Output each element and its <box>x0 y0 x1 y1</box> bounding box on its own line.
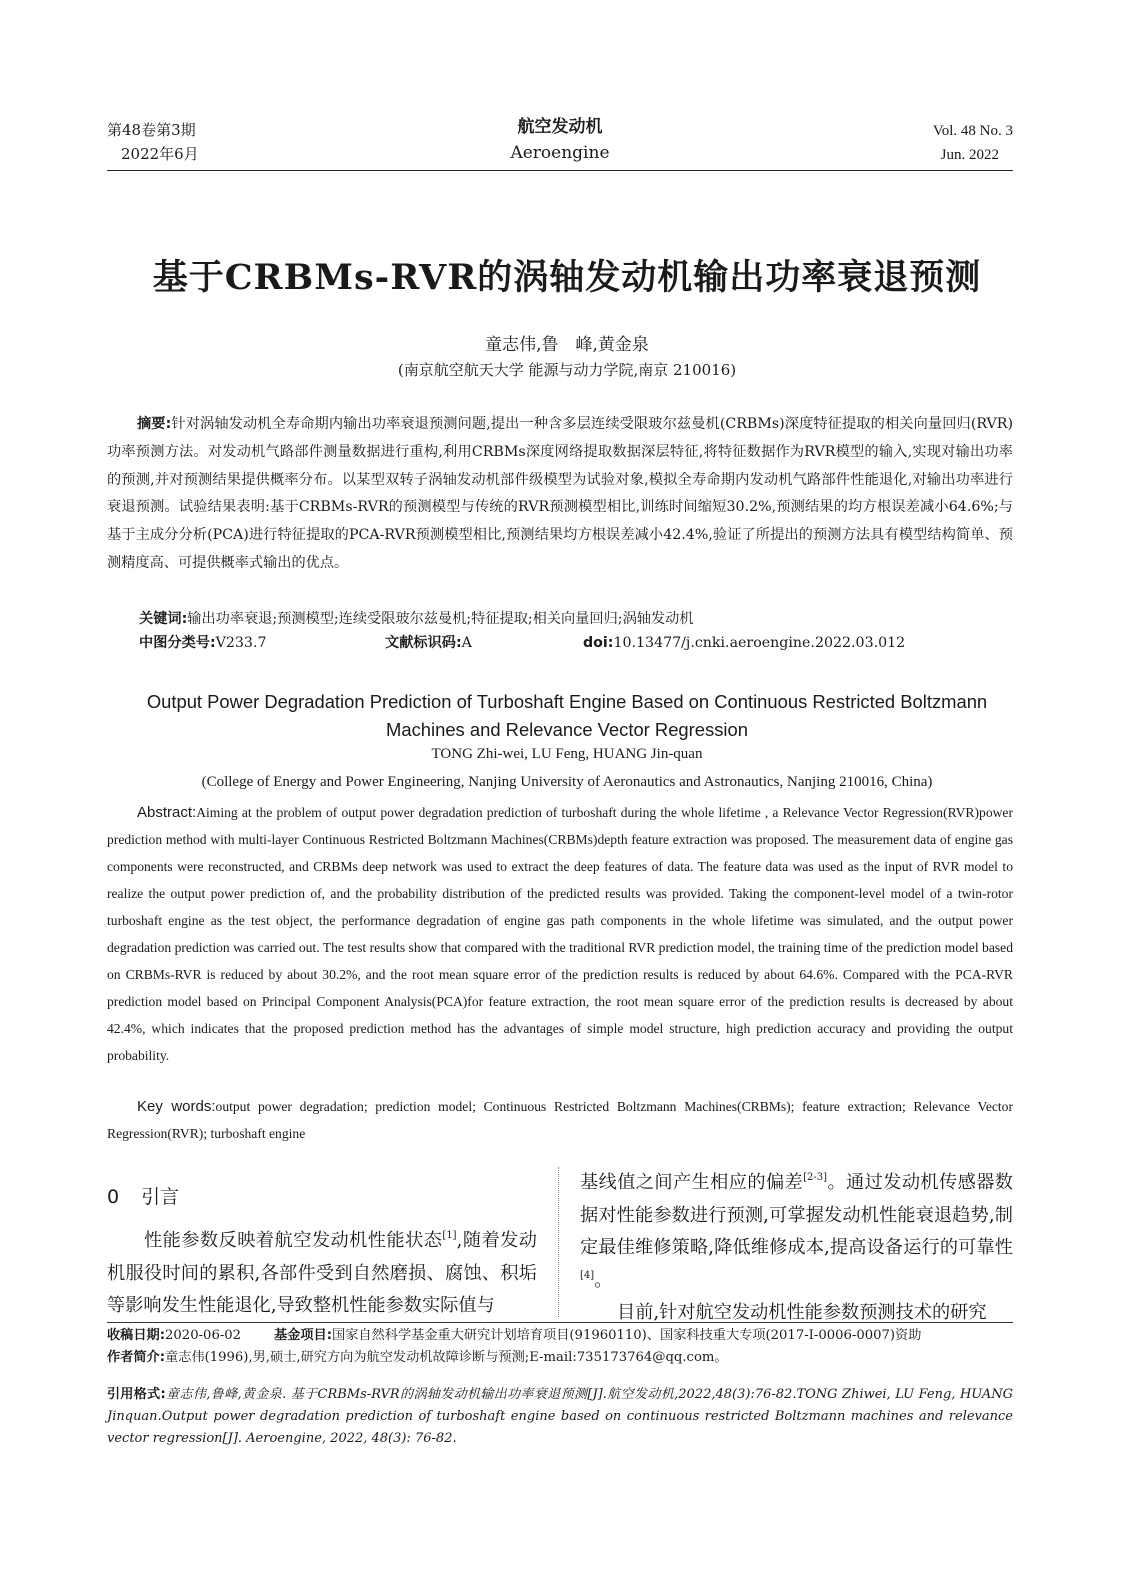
header-vol-no: Vol. 48 No. 3 <box>932 123 1013 139</box>
received-value: 2020-06-02 <box>165 1328 242 1343</box>
keywords-en-label: Key words: <box>137 1098 216 1115</box>
fund-label: 基金项目: <box>274 1328 333 1343</box>
body-right-paragraph-2: 目前,针对航空发动机性能参数预测技术的研究 <box>617 1302 987 1323</box>
body-left-text-b: ,随着发动机服役时间的累积,各部件受到自然磨损、腐蚀、积垢等影响发生性能退化,导致整机性能参数实际值与 <box>107 1230 537 1316</box>
citation-format <box>107 1384 1013 1450</box>
received-date <box>107 1325 241 1347</box>
header-journal-en: Aeroengine <box>510 143 610 163</box>
author-bio-value: 童志伟(1996),男,硕士,研究方向为航空发动机故障诊断与预测;E-mail:735173764@qq.com。 <box>165 1350 728 1365</box>
column-divider <box>558 1167 559 1317</box>
citation-label: 引用格式: <box>107 1387 166 1402</box>
body-right-text-c: 。 <box>594 1269 613 1291</box>
doc-code-label: 文献标识码: <box>385 635 462 651</box>
paper-title-en-line1: Output Power Degradation Prediction of Turboshaft Engine Based on Continuous Restricted Boltzmann <box>146 691 988 712</box>
fund-value: 国家自然科学基金重大研究计划培育项目(91960110)、国家科技重大专项(2017-I-0006-0007)资助 <box>332 1328 922 1343</box>
header-date-en: Jun. 2022 <box>940 147 999 163</box>
header-rule <box>107 170 1013 171</box>
fund-project <box>274 1325 921 1347</box>
abstract-en <box>107 799 1013 1069</box>
keywords-zh-text: 输出功率衰退;预测模型;连续受限玻尔兹曼机;特征提取;相关向量回归;涡轴发动机 <box>187 611 694 627</box>
section-heading <box>107 1182 179 1209</box>
body-right-text-a: 基线值之间产生相应的偏差 <box>580 1172 804 1193</box>
body-left-text-a: 性能参数反映着航空发动机性能状态 <box>144 1230 443 1251</box>
footnote-rule <box>107 1322 1013 1323</box>
doc-code-value: A <box>461 635 472 651</box>
clc-label: 中图分类号: <box>139 635 216 651</box>
section-title: 引言 <box>141 1186 180 1208</box>
reference-2-3[interactable]: [2-3] <box>803 1172 828 1183</box>
document-code <box>385 630 472 658</box>
clc-number <box>139 630 267 658</box>
authors-en: TONG Zhi-wei, LU Feng, HUANG Jin-quan <box>431 746 703 762</box>
doi <box>583 630 905 658</box>
keywords-zh-label: 关键词: <box>139 611 188 627</box>
body-right-text-b: 。通过发动机传感器数据对性能参数进行预测,可掌握发动机性能衰退趋势,制定最佳维修策略,降低维修成本,提高设备运行的可靠性 <box>580 1172 1013 1258</box>
doi-value: 10.13477/j.cnki.aeroengine.2022.03.012 <box>613 635 906 651</box>
header-date-zh: 2022年6月 <box>121 145 199 163</box>
keywords-en-text: output power degradation; prediction model; Continuous Restricted Boltzmann Machines(CRBMs); feature extraction; Relevance Vector Regression(RVR); turboshaft engine <box>107 1099 1013 1141</box>
doi-label: doi: <box>583 635 614 651</box>
abstract-en-text: Aiming at the problem of output power degradation prediction of turboshaft during the whole lifetime , a Relevance Vector Regression(RVR)power prediction method with multi-layer Continuous Restricted Boltzmann Machines(CRBMs)depth feature extraction was proposed. The measurement data of engine gas components were reconstructed, and CRBMs deep network was used to extract the deep features of data. The feature data was used as the input of RVR model to realize the output power prediction of, and the probability distribution of the predicted results was provided. Taking the component-level model of a twin-rotor turboshaft engine as the test object, the performance degradation of engine gas path components in the whole lifetime was simulated, and the output power degradation prediction was carried out. The test results show that compared with the traditional RVR prediction model, the training time of the prediction model based on CRBMs-RVR is reduced by about 30.2%, and the root mean square error of the prediction results is reduced by about 64.6%. Compared with the PCA-RVR prediction model based on Principal Component Analysis(PCA)for feature extraction, the root mean square error of the prediction results is decreased by about 42.4%, which indicates that the proposed prediction method has the advantages of simple model structure, high prediction accuracy and providing the output probability. <box>107 805 1013 1063</box>
header-volume-issue: 第48卷第3期 <box>107 121 196 139</box>
abstract-zh <box>107 411 1013 578</box>
reference-1[interactable]: [1] <box>442 1230 457 1241</box>
authors-zh: 童志伟,鲁 峰,黄金泉 <box>485 335 649 355</box>
author-bio-label: 作者简介: <box>107 1350 166 1365</box>
section-number: 0 <box>107 1186 120 1208</box>
abstract-en-label: Abstract: <box>137 804 197 821</box>
clc-value: V233.7 <box>215 635 267 651</box>
reference-4[interactable]: [4] <box>580 1269 595 1281</box>
affiliation-en: (College of Energy and Power Engineering, Nanjing University of Aeronautics and Astronautics, Nanjing 210016, China) <box>201 774 933 790</box>
affiliation-zh: (南京航空航天大学 能源与动力学院,南京 210016) <box>397 361 737 379</box>
paper-title-en-line2: Machines and Relevance Vector Regression <box>386 719 748 740</box>
keywords-en <box>107 1093 1013 1147</box>
abstract-zh-text: 针对涡轴发动机全寿命期内输出功率衰退预测问题,提出一种含多层连续受限玻尔兹曼机(CRBMs)深度特征提取的相关向量回归(RVR)功率预测方法。对发动机气路部件测量数据进行重构,利用CRBMs深度网络提取数据深层特征,将特征数据作为RVR模型的输入,实现对输出功率的预测,并对预测结果提供概率分布。以某型双转子涡轴发动机部件级模型为试验对象,模拟全寿命期内发动机气路部件性能退化,对输出功率进行衰退预测。试验结果表明:基于CRBMs-RVR的预测模型与传统的RVR预测模型相比,训练时间缩短30.2%,预测结果的均方根误差减小64.6%;与基于主成分分析(PCA)进行特征提取的PCA-RVR预测模型相比,预测结果均方根误差减小42.4%,验证了所提出的预测方法具有模型结构简单、预测精度高、可提供概率式输出的优点。 <box>107 416 1013 571</box>
header-journal-zh: 航空发动机 <box>517 117 603 137</box>
paper-title-zh: 基于CRBMs-RVR的涡轴发动机输出功率衰退预测 <box>152 257 982 298</box>
received-label: 收稿日期: <box>107 1328 166 1343</box>
author-bio <box>107 1347 728 1369</box>
body-left-column <box>107 1225 537 1323</box>
body-right-column <box>580 1167 1013 1330</box>
abstract-zh-label: 摘要: <box>137 416 172 432</box>
citation-text: 童志伟,鲁峰,黄金泉. 基于CRBMs-RVR的涡轴发动机输出功率衰退预测[J].航空发动机,2022,48(3):76-82.TONG Zhiwei, LU Feng, HUANG Jinquan.Output power degradation prediction of turboshaft engine based on continuous restricted Boltzmann machines and relevance vector regression[J]. Aeroengine, 2022, 48(3): 76-82. <box>107 1387 1014 1446</box>
